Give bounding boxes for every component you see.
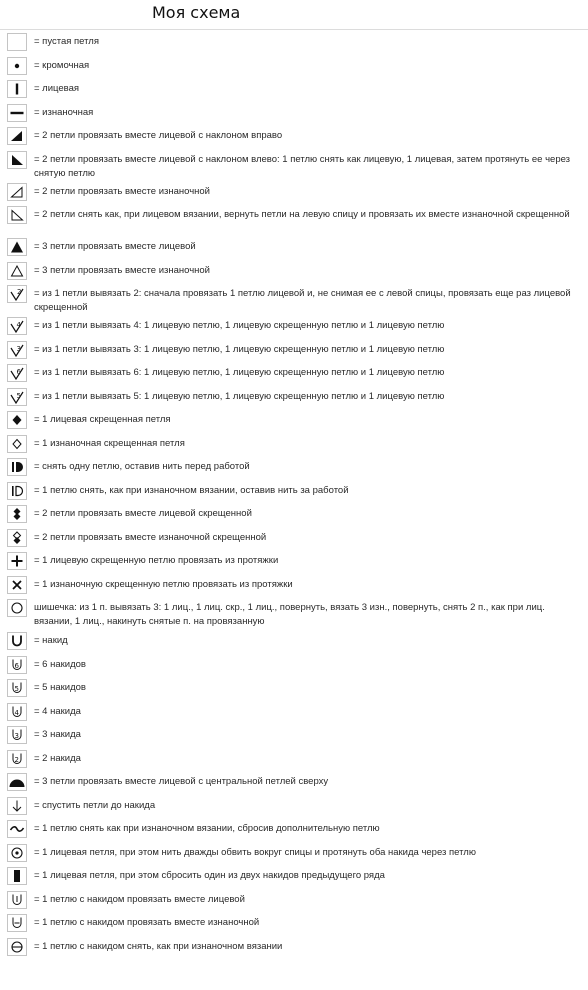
triangle-right-filled-icon [7,127,27,145]
title-divider [0,29,588,30]
legend-description: = 2 петли провязать вместе изнаночной [34,185,210,197]
legend-description: = из 1 петли вывязать 2: сначала провязать 1 петлю лицевой и, не снимая ее с левой спицы, провязать еще раз лицевой скрещенной [34,288,571,313]
triangle-up-outline-icon [7,262,27,280]
legend-description: = 1 изнаночную скрещенную петлю провязать из протяжки [34,578,293,590]
svg-text:2: 2 [14,755,19,764]
legend-row [0,482,588,506]
triangle-right-outline-icon [7,183,27,201]
plus-icon [7,552,27,570]
legend-description: = 3 петли провязать вместе изнаночной [34,264,210,276]
increase-5-icon [7,388,27,406]
legend-row [0,529,588,553]
legend-description: = 4 накида [34,705,81,717]
legend-row [0,938,588,962]
dot-icon [7,57,27,75]
tilde-icon [7,820,27,838]
legend-row [0,891,588,915]
legend-description: = 3 петли провязать вместе лицевой с центральной петлей сверху [34,776,329,787]
legend-description: = 1 петлю с накидом провязать вместе изнаночной [34,917,260,928]
circle-dot-icon [7,844,27,862]
yarn-over-4-icon [7,703,27,721]
legend-description: = 1 петлю снять как при изнаночном вязании, сбросив дополнительную петлю [34,823,380,834]
legend-row [0,262,588,286]
legend-description: = из 1 петли вывязать 6: 1 лицевую петлю, 1 лицевую скрещенную петлю и 1 лицевую петлю [34,367,445,378]
yarn-over-3-icon [7,726,27,744]
legend-description: = из 1 петли вывязать 4: 1 лицевую петлю, 1 лицевую скрещенную петлю и 1 лицевую петлю [34,320,445,331]
legend-description: = 5 накидов [34,682,86,693]
svg-text:5: 5 [16,391,21,400]
legend-description: = 2 петли провязать вместе лицевой скрещенной [34,508,252,519]
legend-row [0,238,588,262]
legend-description: = 2 петли провязать вместе лицевой с наклоном влево: 1 петлю снять как лицевую, 1 лицевая, затем протянуть ее через снятую петлю [34,153,571,179]
legend-row [0,388,588,412]
yarn-over-2-icon [7,750,27,768]
legend-description: = 2 петли провязать вместе изнаночной скрещенной [34,531,267,543]
legend-row [0,726,588,750]
legend-description: = спустить петли до накида [34,799,156,811]
svg-text:4: 4 [16,321,21,329]
triangle-left-filled-icon [7,151,27,169]
legend-description: = 1 петлю снять, как при изнаночном вязании, оставив нить за работой [34,484,349,496]
legend-row [0,679,588,703]
legend-description: = 3 накида [34,729,81,740]
legend-row [0,33,588,57]
legend-row [0,127,588,151]
legend-description: = 1 лицевая петля, при этом нить дважды обвить вокруг спицы и протянуть оба накида через петлю [34,846,476,858]
diamond-outline-icon [7,435,27,453]
legend-row [0,576,588,600]
legend-row [0,183,588,207]
legend-description: шишечка: из 1 п. вывязать 3: 1 лиц., 1 лиц. скр., 1 лиц., повернуть, вязать 3 изн., повернуть, снять 2 п., как при лиц. вязании, 1 лиц., накинуть снятые п. на провязанную [34,602,545,627]
legend-row [0,206,588,238]
slip-front-filled-icon [7,458,27,476]
increase-3-icon [7,341,27,359]
legend-description: = лицевая [34,83,80,94]
legend-description: = из 1 петли вывязать 5: 1 лицевую петлю, 1 лицевую скрещенную петлю и 1 лицевую петлю [34,390,445,402]
legend-row [0,820,588,844]
legend-description: = 2 петли снять как, при лицевом вязании, вернуть петли на левую спицу и провязать их вместе изнаночной скрещенной [34,209,570,220]
circle-outline-icon [7,599,27,617]
legend-row [0,80,588,104]
legend-description: = 6 накидов [34,658,86,670]
svg-text:6: 6 [14,661,19,670]
half-circle-filled-icon [7,773,27,791]
increase-2-icon [7,285,27,303]
legend-row [0,632,588,656]
legend-row [0,458,588,482]
legend-row [0,57,588,81]
svg-text:5: 5 [14,685,19,693]
legend-row [0,703,588,727]
header [0,0,588,27]
legend-description: = 1 изнаночная скрещенная петля [34,437,185,449]
legend-description: = 1 лицевая скрещенная петля [34,414,171,425]
legend-description: = 1 петлю с накидом провязать вместе лицевой [34,893,245,905]
legend-description: = накид [34,635,68,646]
legend-row [0,364,588,388]
legend-row [0,656,588,680]
legend-row [0,552,588,576]
legend-row [0,341,588,365]
legend-row [0,317,588,341]
double-diamond-filled-icon [7,505,27,523]
legend-row [0,411,588,435]
triangle-up-filled-icon [7,238,27,256]
yarn-over-6-icon [7,656,27,674]
svg-text:3: 3 [16,344,21,353]
legend-row [0,151,588,183]
legend-description: = 1 лицевая петля, при этом сбросить один из двух накидов предыдущего ряда [34,870,385,881]
legend-description: = 1 лицевую скрещенную петлю провязать из протяжки [34,555,279,566]
svg-text:4: 4 [14,708,19,717]
svg-text:2: 2 [17,288,22,296]
yarn-over-5-icon [7,679,27,697]
increase-4-icon [7,317,27,335]
legend-row [0,844,588,868]
increase-6-icon [7,364,27,382]
slip-back-outline-icon [7,482,27,500]
symbol-legend [0,33,588,961]
legend-row [0,435,588,459]
yarn-over-purl-icon [7,914,27,932]
legend-row [0,599,588,632]
legend-description: = из 1 петли вывязать 3: 1 лицевую петлю, 1 лицевую скрещенную петлю и 1 лицевую петлю [34,343,445,355]
legend-row [0,773,588,797]
diamond-filled-icon [7,411,27,429]
legend-description: = кромочная [34,59,90,71]
triangle-left-outline-icon [7,206,27,224]
yarn-over-knit-icon [7,891,27,909]
legend-description: = 3 петли провязать вместе лицевой [34,241,196,252]
svg-text:3: 3 [14,732,19,740]
legend-description: = 2 петли провязать вместе лицевой с наклоном вправо [34,130,283,141]
page-title: Моя схема [152,3,241,22]
legend-row [0,914,588,938]
legend-row [0,505,588,529]
empty-stitch-icon [7,33,27,51]
double-diamond-outline-icon [7,529,27,547]
horizontal-bar-icon [7,104,27,122]
legend-description: = 1 петлю с накидом снять, как при изнаночном вязании [34,940,283,952]
legend-description: = снять одну петлю, оставив нить перед работой [34,461,250,472]
legend-row [0,104,588,128]
arrow-down-icon [7,797,27,815]
legend-description: = 2 накида [34,752,81,764]
svg-text:6: 6 [16,368,21,376]
legend-description: = пустая петля [34,36,99,47]
vertical-bar-icon [7,80,27,98]
legend-row [0,285,588,317]
legend-description: = изнаночная [34,106,94,118]
legend-row [0,867,588,891]
legend-row [0,750,588,774]
cross-icon [7,576,27,594]
yarn-over-icon [7,632,27,650]
legend-row [0,797,588,821]
circle-bar-icon [7,938,27,956]
filled-rect-icon [7,867,27,885]
